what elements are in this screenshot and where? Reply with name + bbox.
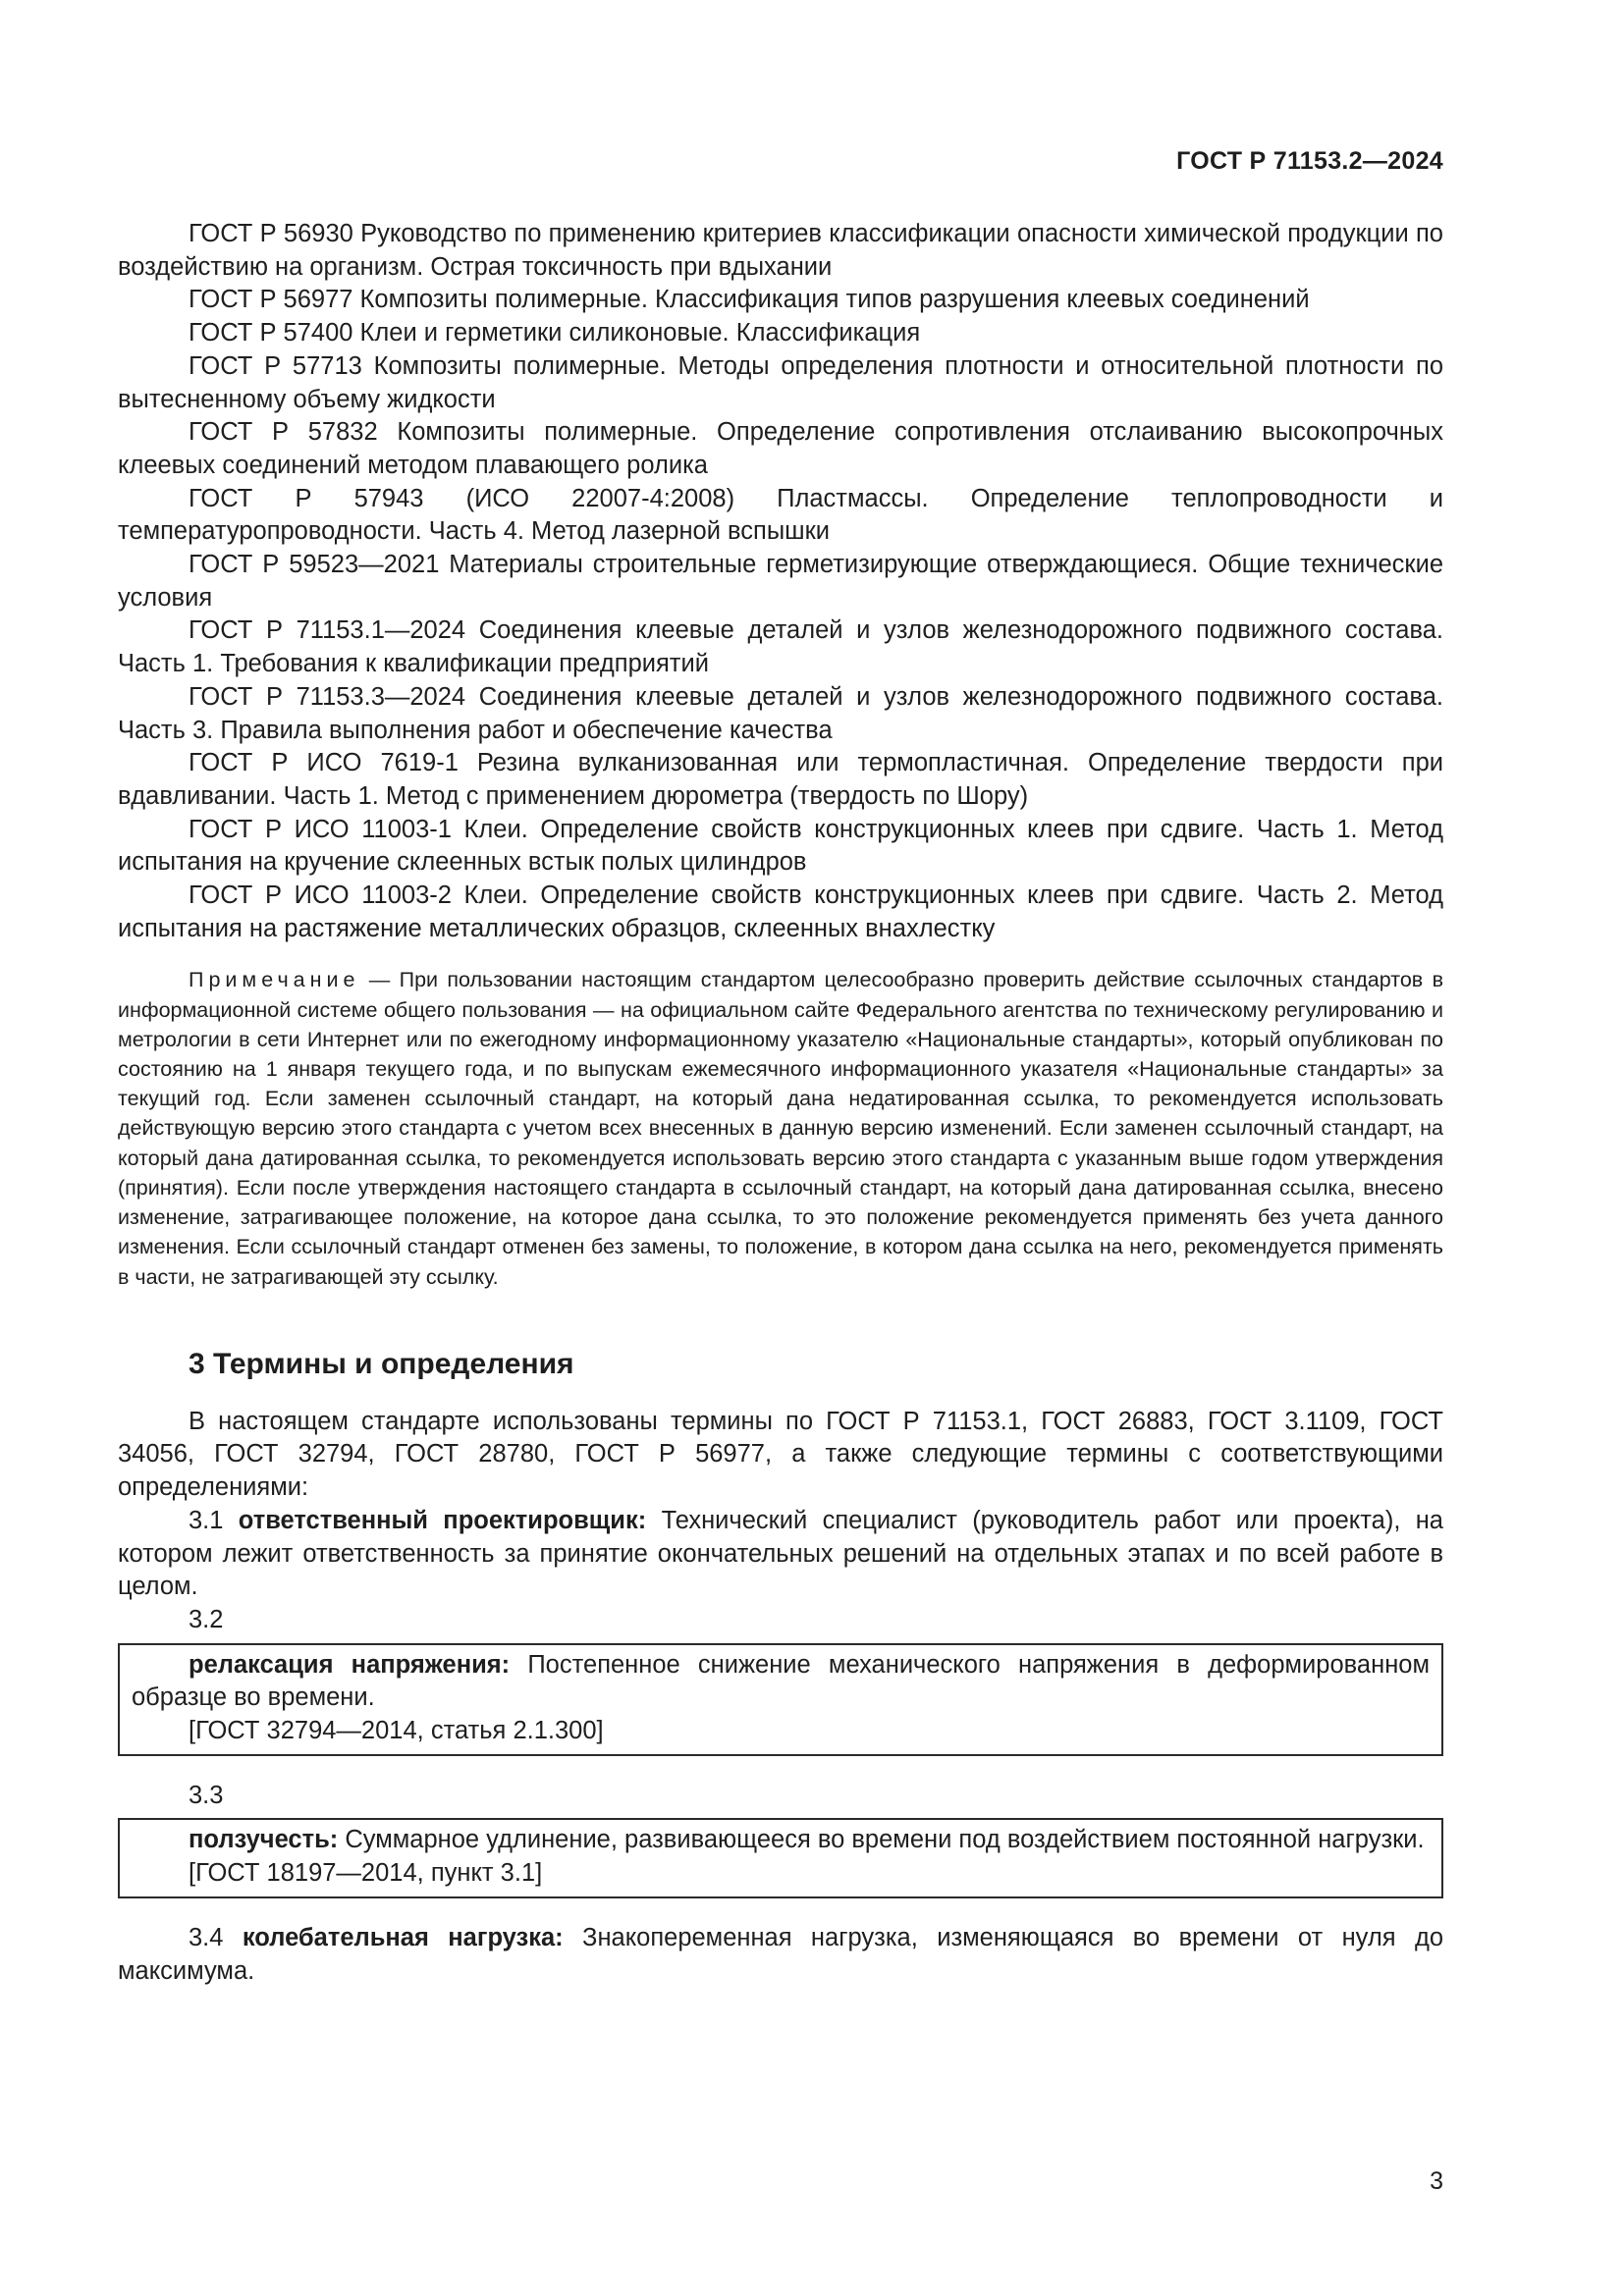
document-id-header: ГОСТ Р 71153.2—2024: [1176, 147, 1443, 175]
page-number: 3: [1430, 2167, 1443, 2195]
note-text: — При пользовании настоящим стандартом целесообразно проверить действие ссылочных стандартов в информационной системе общего пользования — на официальном сайте Федерального агентства по техническому регулированию и метрологии в сети Интернет или по ежегодному информационному указателю «Национальные стандарты», который опубликован по состоянию на 1 января текущего года, и по выпускам ежемесячного информационного указателя «Национальные стандарты» за текущий год. Если заменен ссылочный стандарт, на который дана недатированная ссылка, то рекомендуется использовать действующую версию этого стандарта с учетом всех внесенных в данную версию изменений. Если заменен ссылочный стандарт, на который дана датированная ссылка, то рекомендуется использовать версию этого стандарта с указанным выше годом утверждения (принятия). Если после утверждения настоящего стандарта в ссылочный стандарт, на который дана датированная ссылка, внесено изменение, затрагивающее положение, на которое дана ссылка, то это положение рекомендуется применять без учета данного изменения. Если ссылочный стандарт отменен без замены, то положение, в котором дана ссылка на него, рекомендуется применять в части, не затрагивающей эту ссылку.: [118, 968, 1443, 1289]
term-definition: Технический специалист (руководитель работ или проекта), на котором лежит ответственность за принятие окончательных решений на отдельных этапах и по всей работе в целом.: [118, 1506, 1443, 1601]
references-list: [118, 218, 1443, 945]
term-source: [ГОСТ 32794—2014, статья 2.1.300]: [189, 1717, 604, 1745]
term-name: ползучесть:: [189, 1826, 339, 1854]
term-name: колебательная нагрузка:: [242, 1923, 564, 1951]
reference-item: ГОСТ Р 57832 Композиты полимерные. Определение сопротивления отслаиванию высокопрочных клеевых соединений методом плавающего ролика: [118, 418, 1443, 479]
spacer: [118, 1898, 1443, 1922]
term-box-3-3: [118, 1818, 1443, 1897]
reference-item: ГОСТ Р 71153.1—2024 Соединения клеевые деталей и узлов железнодорожного подвижного состава. Часть 1. Требования к квалификации предприятий: [118, 616, 1443, 678]
reference-item: ГОСТ Р 56930 Руководство по применению критериев классификации опасности химической продукции по воздействию на организм. Острая токсичность при вдыхании: [118, 220, 1443, 281]
term-number: 3.4: [189, 1923, 243, 1951]
reference-item: ГОСТ Р 56977 Композиты полимерные. Классификация типов разрушения клеевых соединений: [189, 286, 1310, 314]
term-name: ответственный проектировщик:: [238, 1506, 647, 1534]
reference-item: ГОСТ Р ИСО 7619-1 Резина вулканизованная или термопластичная. Определение твердости при вдавливании. Часть 1. Метод с применением дюрометра (твердость по Шору): [118, 749, 1443, 810]
section-title: 3 Термины и определения: [189, 1347, 574, 1380]
note-paragraph: [118, 965, 1443, 1291]
term-3-2: [132, 1649, 1430, 1715]
section-intro: В настоящем стандарте использованы термины по ГОСТ Р 71153.1, ГОСТ 26883, ГОСТ 3.1109, ГОСТ 34056, ГОСТ 32794, ГОСТ 28780, ГОСТ Р 56977, а также следующие термины с соответствующими определениями:: [118, 1407, 1443, 1502]
term-box-3-2: [118, 1643, 1443, 1756]
term-3-4: [118, 1922, 1443, 1988]
reference-item: ГОСТ Р ИСО 11003-1 Клеи. Определение свойств конструкционных клеев при сдвиге. Часть 1. Метод испытания на кручение склеенных встык полых цилиндров: [118, 815, 1443, 877]
reference-item: ГОСТ Р 57943 (ИСО 22007-4:2008) Пластмассы. Определение теплопроводности и температуропроводности. Часть 4. Метод лазерной вспышки: [118, 484, 1443, 546]
term-definition: Постепенное снижение механического напряжения в деформированном образце во времени.: [132, 1650, 1430, 1712]
term-3-3: [132, 1824, 1430, 1857]
term-source: [ГОСТ 18197—2014, пункт 3.1]: [189, 1859, 543, 1888]
term-number: 3.3: [189, 1781, 224, 1809]
term-name: релаксация напряжения:: [189, 1650, 511, 1679]
term-3-1: [118, 1505, 1443, 1604]
term-number: 3.2: [189, 1605, 224, 1633]
term-number: 3.1: [189, 1506, 239, 1534]
spacer: [118, 1756, 1443, 1780]
reference-item: ГОСТ Р 57713 Композиты полимерные. Методы определения плотности и относительной плотности по вытесненному объему жидкости: [118, 351, 1443, 413]
term-definition: Суммарное удлинение, развивающееся во времени под воздействием постоянной нагрузки.: [338, 1826, 1425, 1854]
term-definition: Знакопеременная нагрузка, изменяющаяся во времени от нуля до максимума.: [118, 1923, 1444, 1985]
note-label: Примечание: [189, 968, 360, 992]
reference-item: ГОСТ Р ИСО 11003-2 Клеи. Определение свойств конструкционных клеев при сдвиге. Часть 2. Метод испытания на растяжение металлических образцов, склеенных внахлестку: [118, 881, 1443, 942]
reference-item: ГОСТ Р 59523—2021 Материалы строительные герметизирующие отверждающиеся. Общие технические условия: [118, 551, 1443, 612]
reference-item: ГОСТ Р 71153.3—2024 Соединения клеевые деталей и узлов железнодорожного подвижного состава. Часть 3. Правила выполнения работ и обеспечение качества: [118, 682, 1443, 744]
document-body: [118, 218, 1443, 1988]
reference-item: ГОСТ Р 57400 Клеи и герметики силиконовые. Классификация: [189, 319, 921, 347]
